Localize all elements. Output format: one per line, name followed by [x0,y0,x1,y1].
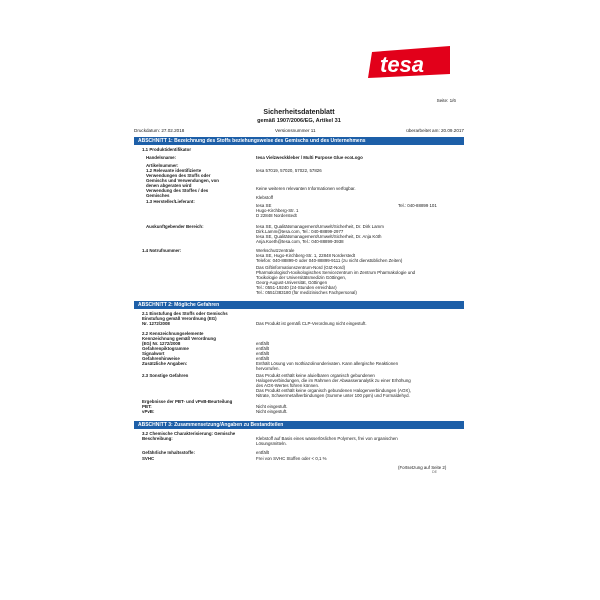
s2-sub1-l1: 2.1 Einstufung des Stoffs oder Gemischs [142,311,228,316]
version-number: Versionsnummer 11 [275,128,316,133]
s2-sub1-l2: Einstufung gemäß Verordnung (EG) [142,316,217,321]
hazard-label: Gefahrenhinweise [142,356,180,361]
logo-text: tesa [380,52,425,77]
page-number: Seite: 1/6 [436,98,456,103]
info-l4: Anja.Koeth@tesa.com, Tel.: 040-88899-3938 [256,239,344,244]
haz-ingredients-value: entfällt [256,450,269,455]
s1-sub3: 1.3 Hersteller/Lieferant: [146,199,195,204]
s2-sub2-l1: 2.2 Kennzeichnungselemente [142,331,204,336]
s1-sub2-l3: Gemischs und Verwendungen, von [146,178,219,183]
section-3-heading: ABSCHNITT 3: Zusammensetzung/Angaben zu Bestandteilen [134,421,464,429]
print-date: Druckdatum: 27.02.2018 [134,128,185,133]
other-label: 2.3 Sonstige Gefahren [142,373,189,378]
usage-label-l2: Gemisches [146,193,170,198]
extra-label: Zusätzliche Angaben: [142,361,188,366]
haz-ingredients-label: Gefährliche Inhaltsstoffe: [142,450,195,455]
other-l5: Nitrate, Schwermetallverbindungen (Summe unter 100 ppm) und Formaldehyd. [256,393,410,398]
em-l8: Tel.: 0551-19240 (24-Stunden erreichbar) [256,285,337,290]
continued-note: (Fortsetzung auf Seite 2) [398,465,447,470]
extra-l1: Enthält Lösung von Isothiazolinonderivaten. Kann allergische Reaktionen [256,361,399,366]
meta-line [134,128,464,133]
extra-l2: hervorrufen. [256,366,280,371]
s1-sub4: 1.4 Notrufnummer: [142,248,182,253]
vpvb-value: Nicht eingestuft. [256,409,288,414]
svhc-value: Frei von SVHC Stoffen oder < 0,1 % [256,456,327,461]
usage-value: Klebstoff [256,195,274,200]
document-title: Sicherheitsdatenblatt [263,109,335,116]
document-page [128,38,470,558]
other-l3: des AOX-Wertes führen können. [256,383,320,388]
other-l4: Das Produkt enthält keine organisch gebundenen Halogenverbindungen (AOX), [256,388,411,393]
pbt-label: PBT: [142,404,152,409]
trade-name-value: tesa Vielzweckkleber / Multi Purpose Glue ecoLogo [256,155,363,160]
em-l5: Pharmakologisch-toxikologisches Servicezentrum im Zentrum Pharmakologie und [256,270,416,275]
s2-sub2-l3: (EG) Nr. 1272/2008 [142,341,181,346]
s2-sub1-value: Das Produkt ist gemäß CLP-Verordnung nicht eingestuft. [256,321,367,326]
tesa-logo [358,44,450,82]
s2-sub2-l2: Kennzeichnung gemäß Verordnung [142,336,216,341]
trade-name-label: Handelsname: [146,155,177,160]
pictogram-label: Gefahrenpiktogramme [142,346,189,351]
s1-sub2-l2: Verwendungen des Stoffs oder [146,173,211,178]
other-l2: Halogenverbindungen, die im Rahmen der Abwasseranalytik zu einer Erhöhung [256,378,411,383]
em-l4: Das Giftinformationszentrum-Nord (GIZ-Nord) [256,265,346,270]
em-l1: Werkschutzzentrale [256,248,295,253]
pbt-heading: Ergebnisse der PBT- und vPvB-Beurteilung [142,399,233,404]
signal-label: Signalwort [142,351,165,356]
em-l9: Tel.: 0551/383180 (für medizinisches Fachpersonal) [256,290,357,295]
info-label: Auskunftgebender Bereich: [146,224,204,229]
s2-sub2-value: entfällt [256,341,269,346]
s1-sub2-l1: 1.2 Relevante identifizierte [146,168,202,173]
em-l7: Georg-August-Universität, Göttingen [256,280,328,285]
revised-date: überarbeitet am: 20.09.2017 [406,128,464,133]
mfr-l2: Hugo-Kirchberg-Str. 1 [256,208,299,213]
info-l3: tesa SE, Qualitätsmanagement/Umwelt/Sicherheit, Dr. Anja Köth [256,234,382,239]
s3-sub1: 3.2 Chemische Charakterisierung: Gemische [142,431,236,436]
usage-label-l1: Verwendung des Stoffes / des [146,188,209,193]
article-label: Artikelnummer: [146,163,179,168]
mfr-tel: Tel.: 040-88899 101 [398,203,437,208]
signal-value: entfällt [256,351,269,356]
section-2-heading: ABSCHNITT 2: Mögliche Gefahren [134,301,464,309]
s2-sub1-l3: Nr. 1272/2008 [142,321,170,326]
s1-sub1: 1.1 Produktidentifikator [142,147,192,152]
em-l2: tesa SE, Hugo-Kirchberg-Str. 1, 22848 Norderstedt [256,253,356,258]
document-subtitle: gemäß 1907/2006/EG, Artikel 31 [257,118,341,124]
em-l3: Telefon: 040-88899-0 oder 040-88899-9111 (zu nicht dienstüblichen Zeiten) [256,258,403,263]
info-l1: tesa SE, Qualitätsmanagement/Umwelt/Sicherheit, Dr. Dirk Lamm [256,224,384,229]
section-1-heading: ABSCHNITT 1: Bezeichnung des Stoffs beziehungsweise des Gemischs und des Unternehmens [134,137,464,145]
desc-l1: Klebstoff auf Basis eines wasserlöslichen Polymers, frei von organischen [256,436,398,441]
other-l1: Das Produkt enthält keine aluielbaren organisch gebundenen [256,373,375,378]
vpvb-label: vPvB: [142,409,155,414]
hazard-value: entfällt [256,356,269,361]
em-l6: Toxikologie der Universitätsmedizin Göttingen, [256,275,347,280]
mfr-l1: tesa SE [256,203,272,208]
pictogram-value: entfällt [256,346,269,351]
desc-l2: Lösungsmitteln. [256,441,287,446]
footer-code: DE [432,470,437,474]
pbt-value: Nicht eingestuft. [256,404,288,409]
s1-sub2-value: Keine weiteren relevanten Informationen verfügbar. [256,186,356,191]
article-value: tesa 57019, 57020, 57022, 57826 [256,168,322,173]
desc-label: Beschreibung: [142,436,173,441]
svhc-label: SVHC [142,456,155,461]
info-l2: Dirk.Lamm@tesa.com, Tel.: 040-88899-2977 [256,229,344,234]
s1-sub2-l4: denen abgeraten wird [146,183,192,188]
mfr-l3: D 22848 Norderstedt [256,213,297,218]
